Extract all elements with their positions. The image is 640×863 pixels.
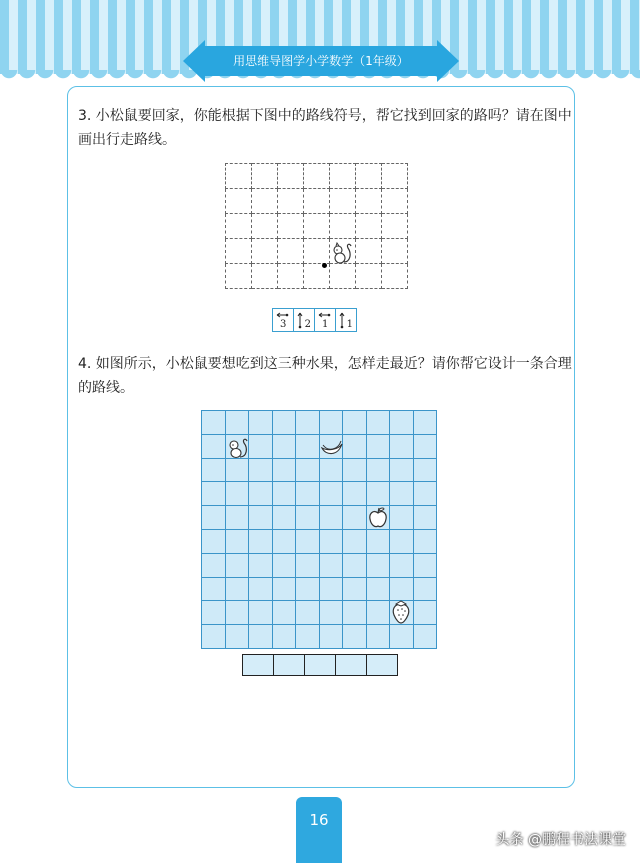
fruit-grid-cell xyxy=(319,411,343,435)
dashed-grid-cell xyxy=(330,189,356,214)
fruit-grid-cell xyxy=(249,553,273,577)
fruit-grid-cell xyxy=(272,458,296,482)
fruit-grid-cell xyxy=(343,506,367,530)
fruit-grid-cell xyxy=(272,625,296,649)
answer-box[interactable] xyxy=(367,655,397,675)
fruit-grid-row xyxy=(202,482,437,506)
fruit-grid-cell xyxy=(296,601,320,625)
fruit-grid-row xyxy=(202,411,437,435)
fruit-grid-cell xyxy=(343,553,367,577)
fruit-grid-cell xyxy=(413,482,437,506)
fruit-grid-cell xyxy=(319,601,343,625)
dashed-grid-cell xyxy=(382,189,408,214)
fruit-grid-cell xyxy=(225,529,249,553)
fruit-grid-cell xyxy=(390,434,414,458)
fruit-grid-row xyxy=(202,553,437,577)
dashed-grid-cell xyxy=(382,239,408,264)
fruit-grid-row xyxy=(202,625,437,649)
fruit-grid-cell xyxy=(249,482,273,506)
start-point xyxy=(322,263,327,268)
fruit-grid-cell xyxy=(390,553,414,577)
dashed-grid xyxy=(225,163,408,289)
answer-box[interactable] xyxy=(243,655,274,675)
answer-boxes xyxy=(242,654,398,676)
fruit-grid-cell xyxy=(249,506,273,530)
dashed-grid-cell xyxy=(382,264,408,289)
fruit-grid-cell xyxy=(366,625,390,649)
fruit-grid-cell xyxy=(249,601,273,625)
fruit-grid-cell xyxy=(413,577,437,601)
fruit-grid-cell xyxy=(272,506,296,530)
dashed-grid-cell xyxy=(278,214,304,239)
fruit-grid-row xyxy=(202,529,437,553)
dashed-grid-cell xyxy=(226,264,252,289)
dashed-grid-cell xyxy=(252,239,278,264)
dashed-grid-cell xyxy=(226,164,252,189)
fruit-grid-cell xyxy=(202,529,226,553)
fruit-grid-cell xyxy=(225,601,249,625)
fruit-grid-cell xyxy=(296,434,320,458)
fruit-grid-cell xyxy=(272,411,296,435)
fruit-grid-cell xyxy=(413,529,437,553)
answer-box[interactable] xyxy=(274,655,305,675)
fruit-grid-cell xyxy=(413,458,437,482)
dashed-grid-cell xyxy=(382,164,408,189)
route-symbol xyxy=(336,309,356,331)
dashed-grid-cell xyxy=(252,264,278,289)
fruit-grid-cell xyxy=(225,553,249,577)
dashed-grid-cell xyxy=(226,189,252,214)
dashed-grid-row xyxy=(226,214,408,239)
dashed-grid-cell xyxy=(304,164,330,189)
fruit-grid-cell xyxy=(366,411,390,435)
fruit-grid-cell xyxy=(272,434,296,458)
dashed-grid-cell xyxy=(278,264,304,289)
fruit-grid-cell xyxy=(343,482,367,506)
page-number-tab xyxy=(296,797,342,863)
fruit-grid-cell xyxy=(296,529,320,553)
fruit-grid-cell xyxy=(343,434,367,458)
fruit-grid-cell xyxy=(202,553,226,577)
dashed-grid-cell xyxy=(226,214,252,239)
dashed-grid-row xyxy=(226,164,408,189)
dashed-grid-cell xyxy=(278,239,304,264)
fruit-grid-cell xyxy=(366,482,390,506)
dashed-grid-cell xyxy=(382,214,408,239)
fruit-grid-cell xyxy=(413,625,437,649)
fruit-grid-cell xyxy=(202,577,226,601)
dashed-grid-cell xyxy=(356,189,382,214)
fruit-grid-cell xyxy=(413,553,437,577)
fruit-grid-row xyxy=(202,506,437,530)
fruit-grid-cell xyxy=(413,411,437,435)
fruit-grid-cell xyxy=(343,411,367,435)
dashed-grid-cell xyxy=(304,189,330,214)
fruit-grid-cell xyxy=(413,601,437,625)
route-symbol xyxy=(294,309,315,331)
route-symbols xyxy=(272,308,357,332)
fruit-grid-cell xyxy=(319,482,343,506)
dashed-grid-cell xyxy=(252,189,278,214)
route-step-count: 1 xyxy=(322,319,329,330)
fruit-grid-cell xyxy=(225,458,249,482)
fruit-grid-cell xyxy=(366,601,390,625)
dashed-grid-row xyxy=(226,189,408,214)
fruit-grid-cell xyxy=(390,506,414,530)
fruit-grid-cell xyxy=(272,577,296,601)
dashed-grid-cell xyxy=(226,239,252,264)
up-arrow-icon xyxy=(338,311,346,329)
fruit-grid-cell xyxy=(202,625,226,649)
fruit-grid-cell xyxy=(343,458,367,482)
fruit-grid-cell xyxy=(202,601,226,625)
fruit-grid-cell xyxy=(272,529,296,553)
dashed-grid-cell xyxy=(278,164,304,189)
route-step-count: 1 xyxy=(346,319,353,330)
fruit-grid-cell xyxy=(319,625,343,649)
fruit-grid-cell xyxy=(202,482,226,506)
dashed-grid-cell xyxy=(304,239,330,264)
strawberry-icon xyxy=(390,598,412,624)
dashed-grid-row xyxy=(226,264,408,289)
route-symbol xyxy=(273,309,294,331)
fruit-grid-cell xyxy=(202,411,226,435)
fruit-grid-cell xyxy=(202,506,226,530)
fruit-grid-cell xyxy=(413,434,437,458)
dashed-grid-cell xyxy=(356,164,382,189)
fruit-grid-cell xyxy=(296,411,320,435)
banana-icon xyxy=(320,438,344,458)
fruit-grid-cell xyxy=(390,625,414,649)
fruit-grid-cell xyxy=(249,529,273,553)
dashed-grid-cell xyxy=(356,239,382,264)
fruit-grid-cell xyxy=(249,577,273,601)
fruit-grid-cell xyxy=(249,625,273,649)
route-step-count: 2 xyxy=(304,319,311,330)
fruit-grid-cell xyxy=(390,458,414,482)
fruit-grid-cell xyxy=(249,434,273,458)
dashed-grid-cell xyxy=(304,214,330,239)
fruit-grid-cell xyxy=(319,458,343,482)
dashed-grid-cell xyxy=(330,164,356,189)
fruit-grid-cell xyxy=(390,529,414,553)
fruit-grid-cell xyxy=(225,577,249,601)
fruit-grid-cell xyxy=(225,482,249,506)
watermark: 头条 @鹏程书法课堂 xyxy=(495,832,626,848)
route-symbol xyxy=(315,309,336,331)
fruit-grid-cell xyxy=(366,458,390,482)
fruit-grid-cell xyxy=(319,577,343,601)
fruit-grid-cell xyxy=(225,625,249,649)
apple-icon xyxy=(367,506,389,530)
dashed-grid-cell xyxy=(330,214,356,239)
fruit-grid-cell xyxy=(366,553,390,577)
fruit-grid-cell xyxy=(249,411,273,435)
dashed-grid-cell xyxy=(330,264,356,289)
answer-box[interactable] xyxy=(305,655,336,675)
dashed-grid-cell xyxy=(252,164,278,189)
fruit-grid-cell xyxy=(343,625,367,649)
fruit-grid-cell xyxy=(319,553,343,577)
fruit-grid-cell xyxy=(343,601,367,625)
route-step-count: 3 xyxy=(280,319,287,330)
fruit-grid-cell xyxy=(413,506,437,530)
left-arrow-icon xyxy=(317,311,331,319)
dashed-grid-cell xyxy=(356,214,382,239)
fruit-grid-cell xyxy=(296,458,320,482)
up-arrow-icon xyxy=(296,311,304,329)
fruit-grid-cell xyxy=(390,482,414,506)
dashed-grid-cell xyxy=(278,189,304,214)
fruit-grid-row xyxy=(202,458,437,482)
fruit-grid-cell xyxy=(343,529,367,553)
question-4-text: 4. 如图所示，小松鼠要想吃到这三种水果，怎样走最近？请你帮它设计一条合理的路线。 xyxy=(78,356,572,396)
question-3-text: 3. 小松鼠要回家，你能根据下图中的路线符号，帮它找到回家的路吗？请在图中画出行走路线。 xyxy=(78,108,572,148)
fruit-grid-cell xyxy=(225,506,249,530)
fruit-grid-cell xyxy=(343,577,367,601)
fruit-grid-cell xyxy=(319,529,343,553)
fruit-grid-cell xyxy=(225,411,249,435)
fruit-grid-cell xyxy=(366,577,390,601)
left-arrow-icon xyxy=(275,311,289,319)
answer-box[interactable] xyxy=(336,655,367,675)
fruit-grid-cell xyxy=(390,411,414,435)
dashed-grid-row xyxy=(226,239,408,264)
fruit-grid-cell xyxy=(296,553,320,577)
fruit-grid-cell xyxy=(366,434,390,458)
squirrel-icon xyxy=(328,240,354,266)
fruit-grid-cell xyxy=(296,625,320,649)
page-number: 16 xyxy=(309,811,329,829)
header-banner xyxy=(205,46,437,76)
fruit-grid-cell xyxy=(272,601,296,625)
fruit-grid-cell xyxy=(272,482,296,506)
fruit-grid-cell xyxy=(202,434,226,458)
fruit-grid-cell xyxy=(202,458,226,482)
squirrel-icon xyxy=(226,436,250,460)
fruit-grid-cell xyxy=(272,553,296,577)
fruit-grid-cell xyxy=(319,506,343,530)
fruit-grid-cell xyxy=(296,482,320,506)
dashed-grid-cell xyxy=(252,214,278,239)
fruit-grid-cell xyxy=(249,458,273,482)
fruit-grid-cell xyxy=(296,577,320,601)
banner-title: 用思维导图学小学数学（1年级） xyxy=(233,54,409,68)
fruit-grid-cell xyxy=(366,529,390,553)
dashed-grid-cell xyxy=(356,264,382,289)
fruit-grid-cell xyxy=(296,506,320,530)
